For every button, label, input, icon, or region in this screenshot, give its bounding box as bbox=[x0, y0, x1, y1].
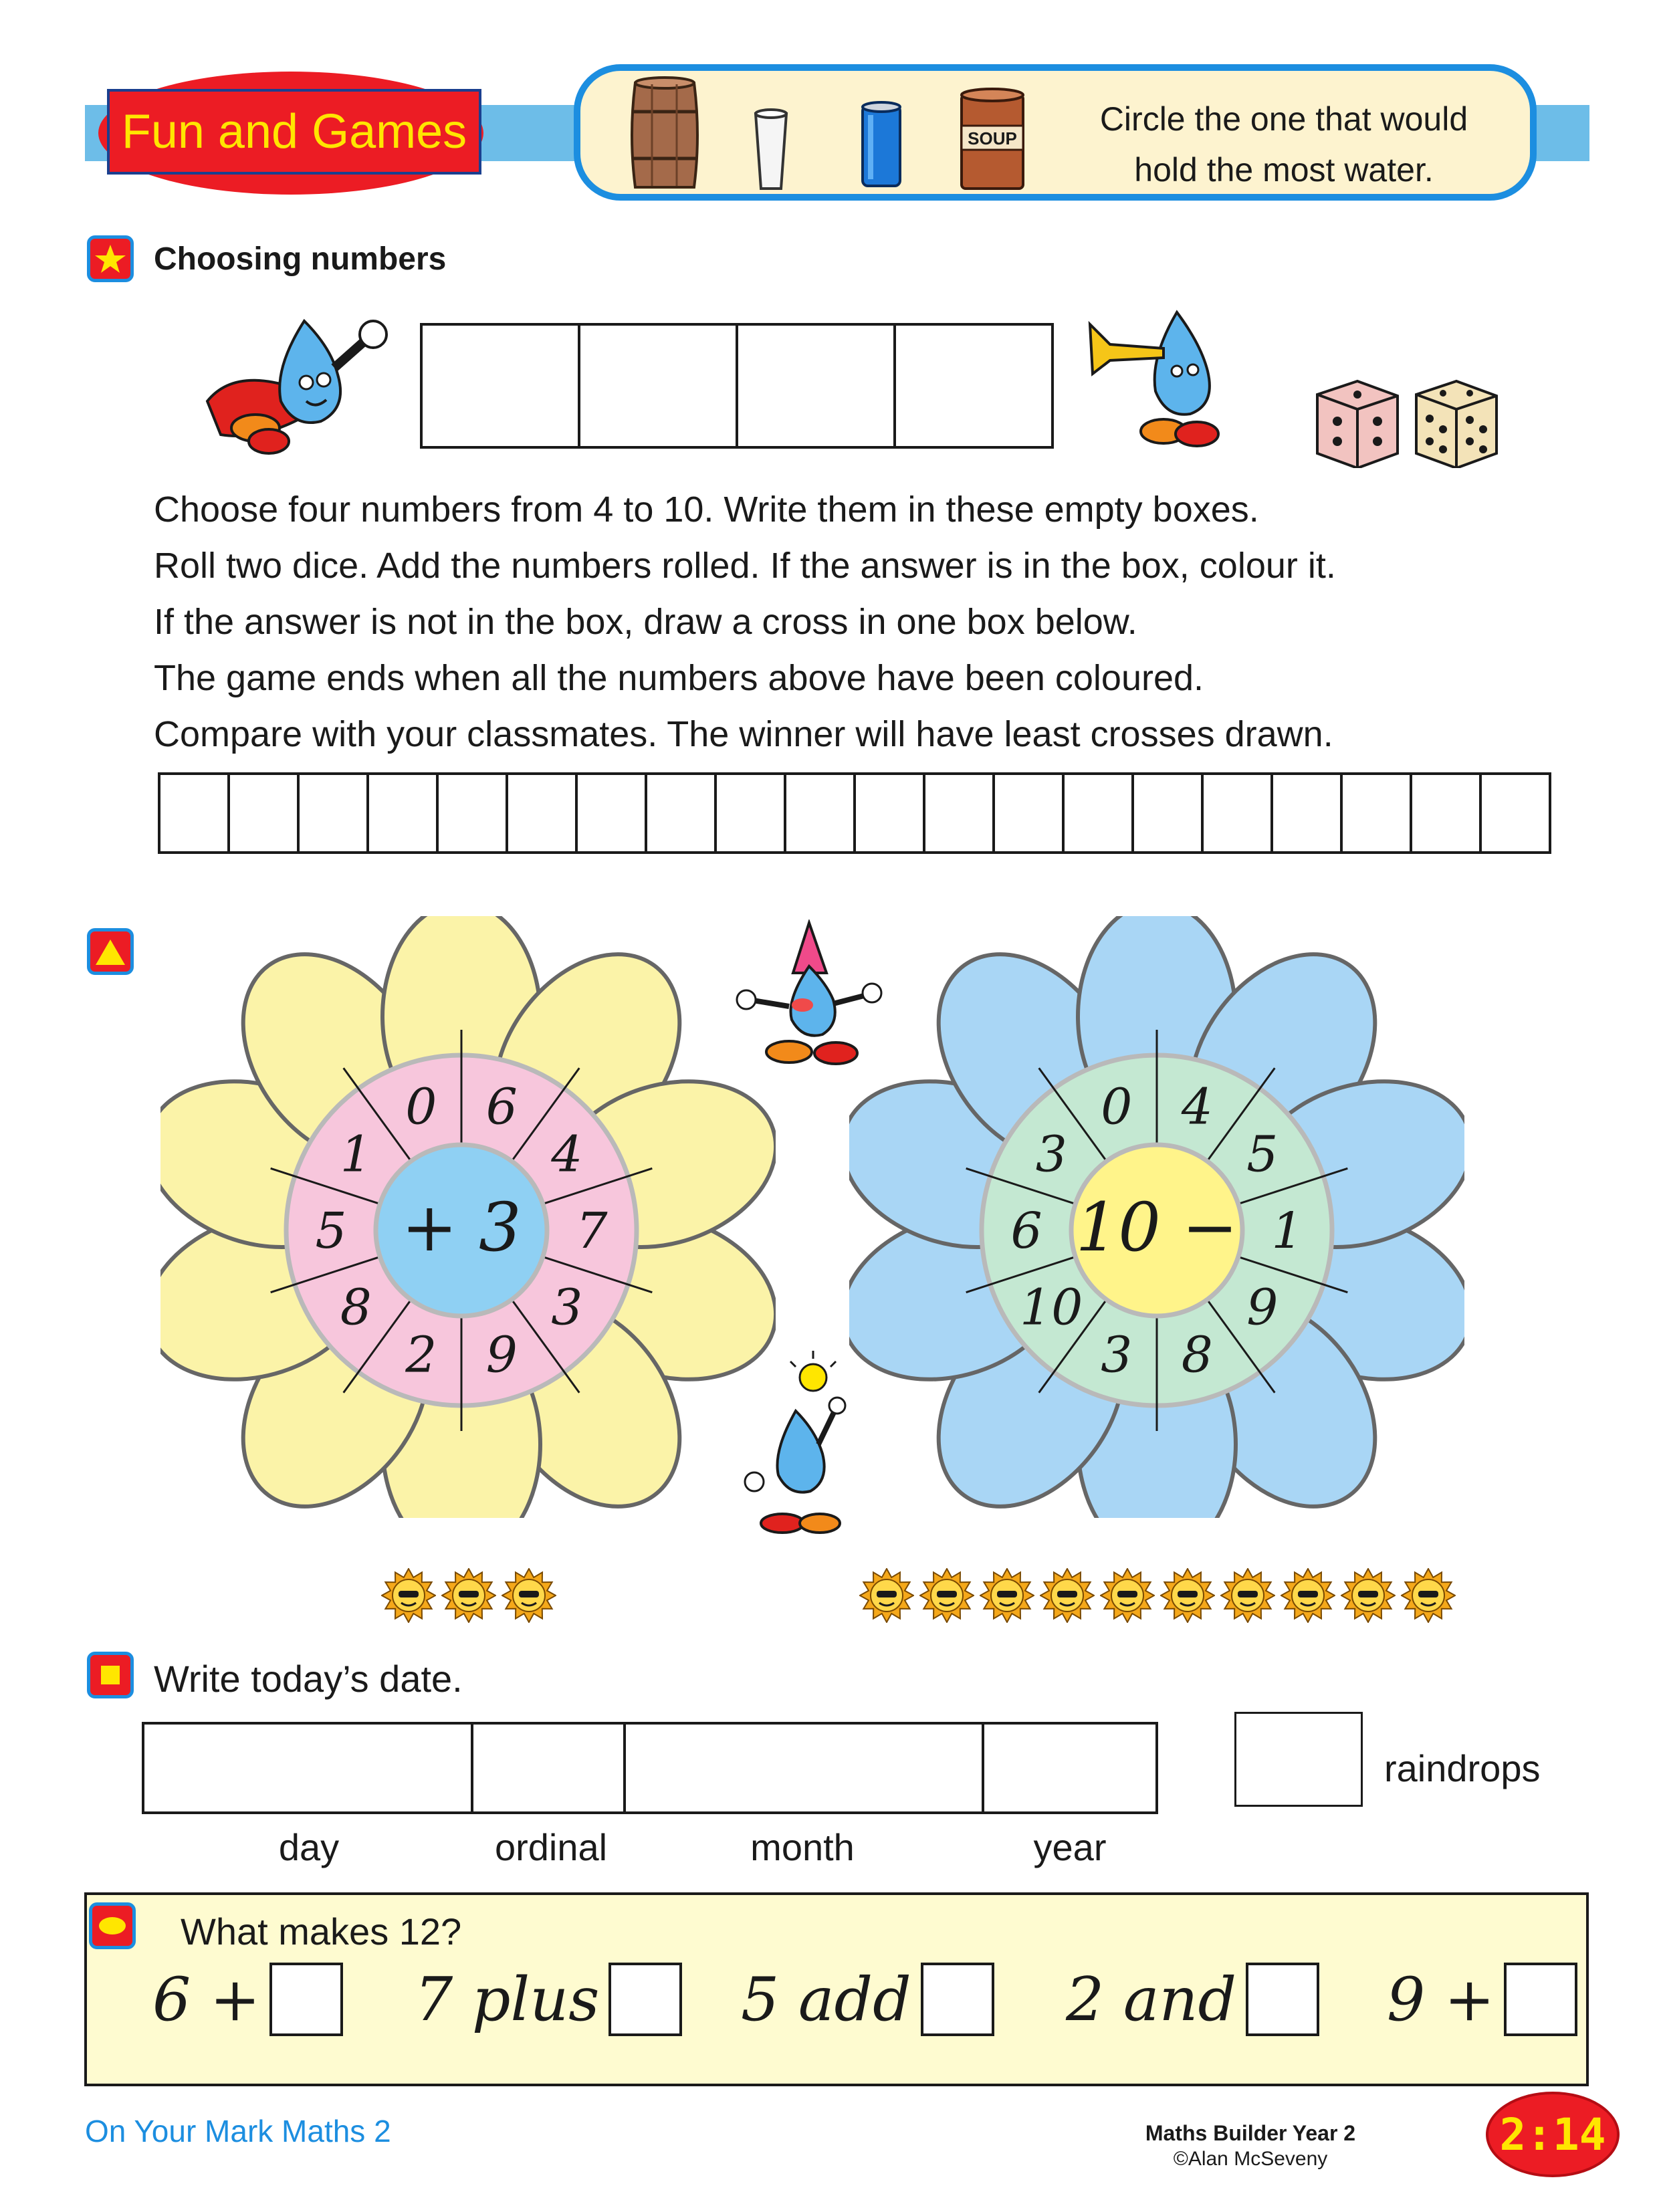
sum-text: 7 plus bbox=[415, 1964, 600, 2035]
petal-number: 4 bbox=[1181, 1078, 1213, 1136]
cross-box[interactable] bbox=[923, 772, 995, 854]
cross-box[interactable] bbox=[506, 772, 578, 854]
sum-text: 2 and bbox=[1066, 1964, 1237, 2035]
petal-number: 2 bbox=[405, 1326, 437, 1384]
petal-number: 10 bbox=[1020, 1279, 1083, 1337]
sun-icon bbox=[502, 1568, 556, 1623]
series-name: On Your Mark Maths 2 bbox=[85, 2114, 391, 2148]
sun-icon bbox=[441, 1568, 496, 1623]
date-prompt: Write today’s date. bbox=[154, 1658, 463, 1700]
cross-box[interactable] bbox=[1340, 772, 1412, 854]
sum-item bbox=[741, 1963, 994, 2036]
answer-box[interactable] bbox=[1246, 1963, 1319, 2036]
sum-item bbox=[1066, 1963, 1319, 2036]
page-number: 2:14 bbox=[1486, 2092, 1620, 2177]
sun-icon bbox=[1160, 1568, 1215, 1623]
glass-icon[interactable] bbox=[756, 110, 786, 189]
petal-number: 3 bbox=[551, 1279, 583, 1337]
can-icon[interactable] bbox=[863, 102, 900, 186]
sum-item bbox=[415, 1963, 682, 2036]
petal-number: 1 bbox=[340, 1125, 372, 1184]
sum-text: 5 add bbox=[741, 1964, 911, 2035]
triangle-section-icon bbox=[87, 928, 134, 975]
sun-icon bbox=[1220, 1568, 1275, 1623]
sum-item bbox=[1387, 1963, 1577, 2036]
ordinal-box[interactable] bbox=[471, 1722, 626, 1814]
day-box[interactable] bbox=[142, 1722, 473, 1814]
petal-number: 6 bbox=[1010, 1202, 1042, 1260]
petal-number: 4 bbox=[551, 1125, 583, 1184]
cross-box[interactable] bbox=[1131, 772, 1204, 854]
sum-text: 9 + bbox=[1387, 1964, 1495, 2035]
subtraction-flower bbox=[849, 916, 1464, 1518]
petal-number: 8 bbox=[340, 1279, 372, 1337]
sun-icon bbox=[1040, 1568, 1095, 1623]
day-label: day bbox=[278, 1826, 340, 1868]
ordinal-label: ordinal bbox=[494, 1826, 608, 1868]
barrel-icon[interactable] bbox=[632, 78, 697, 187]
trumpet-raindrop-icon bbox=[1083, 304, 1250, 451]
cross-box[interactable] bbox=[784, 772, 856, 854]
petal-number: 0 bbox=[1101, 1078, 1133, 1136]
cross-box[interactable] bbox=[227, 772, 300, 854]
soup-tin-icon[interactable] bbox=[962, 89, 1023, 189]
instructions bbox=[154, 481, 1625, 762]
petal-number: 1 bbox=[1271, 1202, 1303, 1260]
instruction-line: Choose four numbers from 4 to 10. Write them in these empty boxes. bbox=[154, 489, 1259, 530]
raindrops-label: raindrops bbox=[1384, 1747, 1541, 1789]
sun-icon bbox=[980, 1568, 1034, 1623]
petal-number: 5 bbox=[315, 1202, 347, 1260]
flower-center-label: 10 − bbox=[1075, 1188, 1238, 1266]
book-title: Maths Builder Year 2 bbox=[1145, 2121, 1356, 2145]
cross-box[interactable] bbox=[158, 772, 230, 854]
puzzle-line-1: Circle the one that would bbox=[1099, 100, 1468, 138]
cross-boxes bbox=[158, 772, 1551, 854]
number-box[interactable] bbox=[578, 323, 738, 449]
cross-box[interactable] bbox=[366, 772, 439, 854]
dice-icon bbox=[1311, 374, 1505, 468]
sun-icon bbox=[1401, 1568, 1456, 1623]
sun-icon bbox=[1100, 1568, 1155, 1623]
chosen-number-boxes bbox=[420, 323, 1054, 449]
answer-box[interactable] bbox=[921, 1963, 994, 2036]
sun-row-left bbox=[381, 1568, 556, 1623]
cross-box[interactable] bbox=[992, 772, 1065, 854]
raindrops-count-box[interactable] bbox=[1234, 1712, 1363, 1807]
year-label: year bbox=[1033, 1826, 1107, 1868]
superhero-raindrop-icon bbox=[194, 308, 395, 455]
soup-label: SOUP bbox=[968, 128, 1017, 148]
number-box[interactable] bbox=[736, 323, 896, 449]
cross-box[interactable] bbox=[436, 772, 508, 854]
answer-box[interactable] bbox=[1504, 1963, 1577, 2036]
cross-box[interactable] bbox=[714, 772, 786, 854]
petal-number: 5 bbox=[1246, 1125, 1279, 1184]
instruction-line: The game ends when all the numbers above have been coloured. bbox=[154, 658, 1204, 698]
instruction-line: Compare with your classmates. The winner will have least crosses drawn. bbox=[154, 714, 1333, 754]
sun-icon bbox=[859, 1568, 914, 1623]
petal-number: 6 bbox=[485, 1078, 518, 1136]
cross-box[interactable] bbox=[1479, 772, 1551, 854]
cross-box[interactable] bbox=[1201, 772, 1273, 854]
page-title: Fun and Games bbox=[107, 89, 481, 175]
cross-box[interactable] bbox=[1410, 772, 1482, 854]
petal-number: 3 bbox=[1101, 1326, 1133, 1384]
cross-box[interactable] bbox=[1062, 772, 1134, 854]
number-box[interactable] bbox=[420, 323, 580, 449]
square-section-icon bbox=[87, 1652, 134, 1698]
what-makes-12-prompt: What makes 12? bbox=[181, 1910, 462, 1953]
cross-box[interactable] bbox=[1270, 772, 1343, 854]
containers-illustration bbox=[622, 75, 1050, 193]
number-box[interactable] bbox=[893, 323, 1054, 449]
petal-number: 0 bbox=[405, 1078, 437, 1136]
flower-center-label: + 3 bbox=[401, 1188, 522, 1266]
instruction-line: If the answer is not in the box, draw a cross in one box below. bbox=[154, 602, 1137, 642]
date-boxes bbox=[142, 1722, 1158, 1814]
cross-box[interactable] bbox=[645, 772, 717, 854]
cross-box[interactable] bbox=[853, 772, 925, 854]
petal-number: 7 bbox=[576, 1202, 608, 1260]
sum-text: 6 + bbox=[152, 1964, 261, 2035]
cross-box[interactable] bbox=[575, 772, 647, 854]
star-section-icon bbox=[87, 235, 134, 282]
petal-number: 9 bbox=[1246, 1279, 1279, 1337]
sun-row-right bbox=[859, 1568, 1456, 1623]
idea-raindrop-icon bbox=[736, 1344, 869, 1538]
petal-number: 9 bbox=[485, 1326, 518, 1384]
instruction-line: Roll two dice. Add the numbers rolled. If the answer is in the box, colour it. bbox=[154, 546, 1336, 586]
sum-item bbox=[152, 1963, 343, 2036]
petal-number: 3 bbox=[1035, 1125, 1067, 1184]
sun-icon bbox=[1281, 1568, 1335, 1623]
wizard-raindrop-icon bbox=[729, 919, 889, 1067]
month-label: month bbox=[750, 1826, 855, 1868]
year-box[interactable] bbox=[982, 1722, 1158, 1814]
sun-icon bbox=[919, 1568, 974, 1623]
month-box[interactable] bbox=[623, 1722, 984, 1814]
sun-icon bbox=[381, 1568, 436, 1623]
copyright: ©Alan McSeveny bbox=[1173, 2148, 1328, 2170]
petal-number: 8 bbox=[1181, 1326, 1213, 1384]
puzzle-instruction bbox=[1043, 94, 1525, 195]
answer-box[interactable] bbox=[269, 1963, 343, 2036]
oval-section-icon bbox=[89, 1902, 136, 1949]
answer-box[interactable] bbox=[609, 1963, 682, 2036]
puzzle-line-2: hold the most water. bbox=[1134, 151, 1434, 189]
addition-flower bbox=[160, 916, 776, 1518]
cross-box[interactable] bbox=[297, 772, 369, 854]
sun-icon bbox=[1341, 1568, 1396, 1623]
section-heading: Choosing numbers bbox=[154, 241, 447, 277]
